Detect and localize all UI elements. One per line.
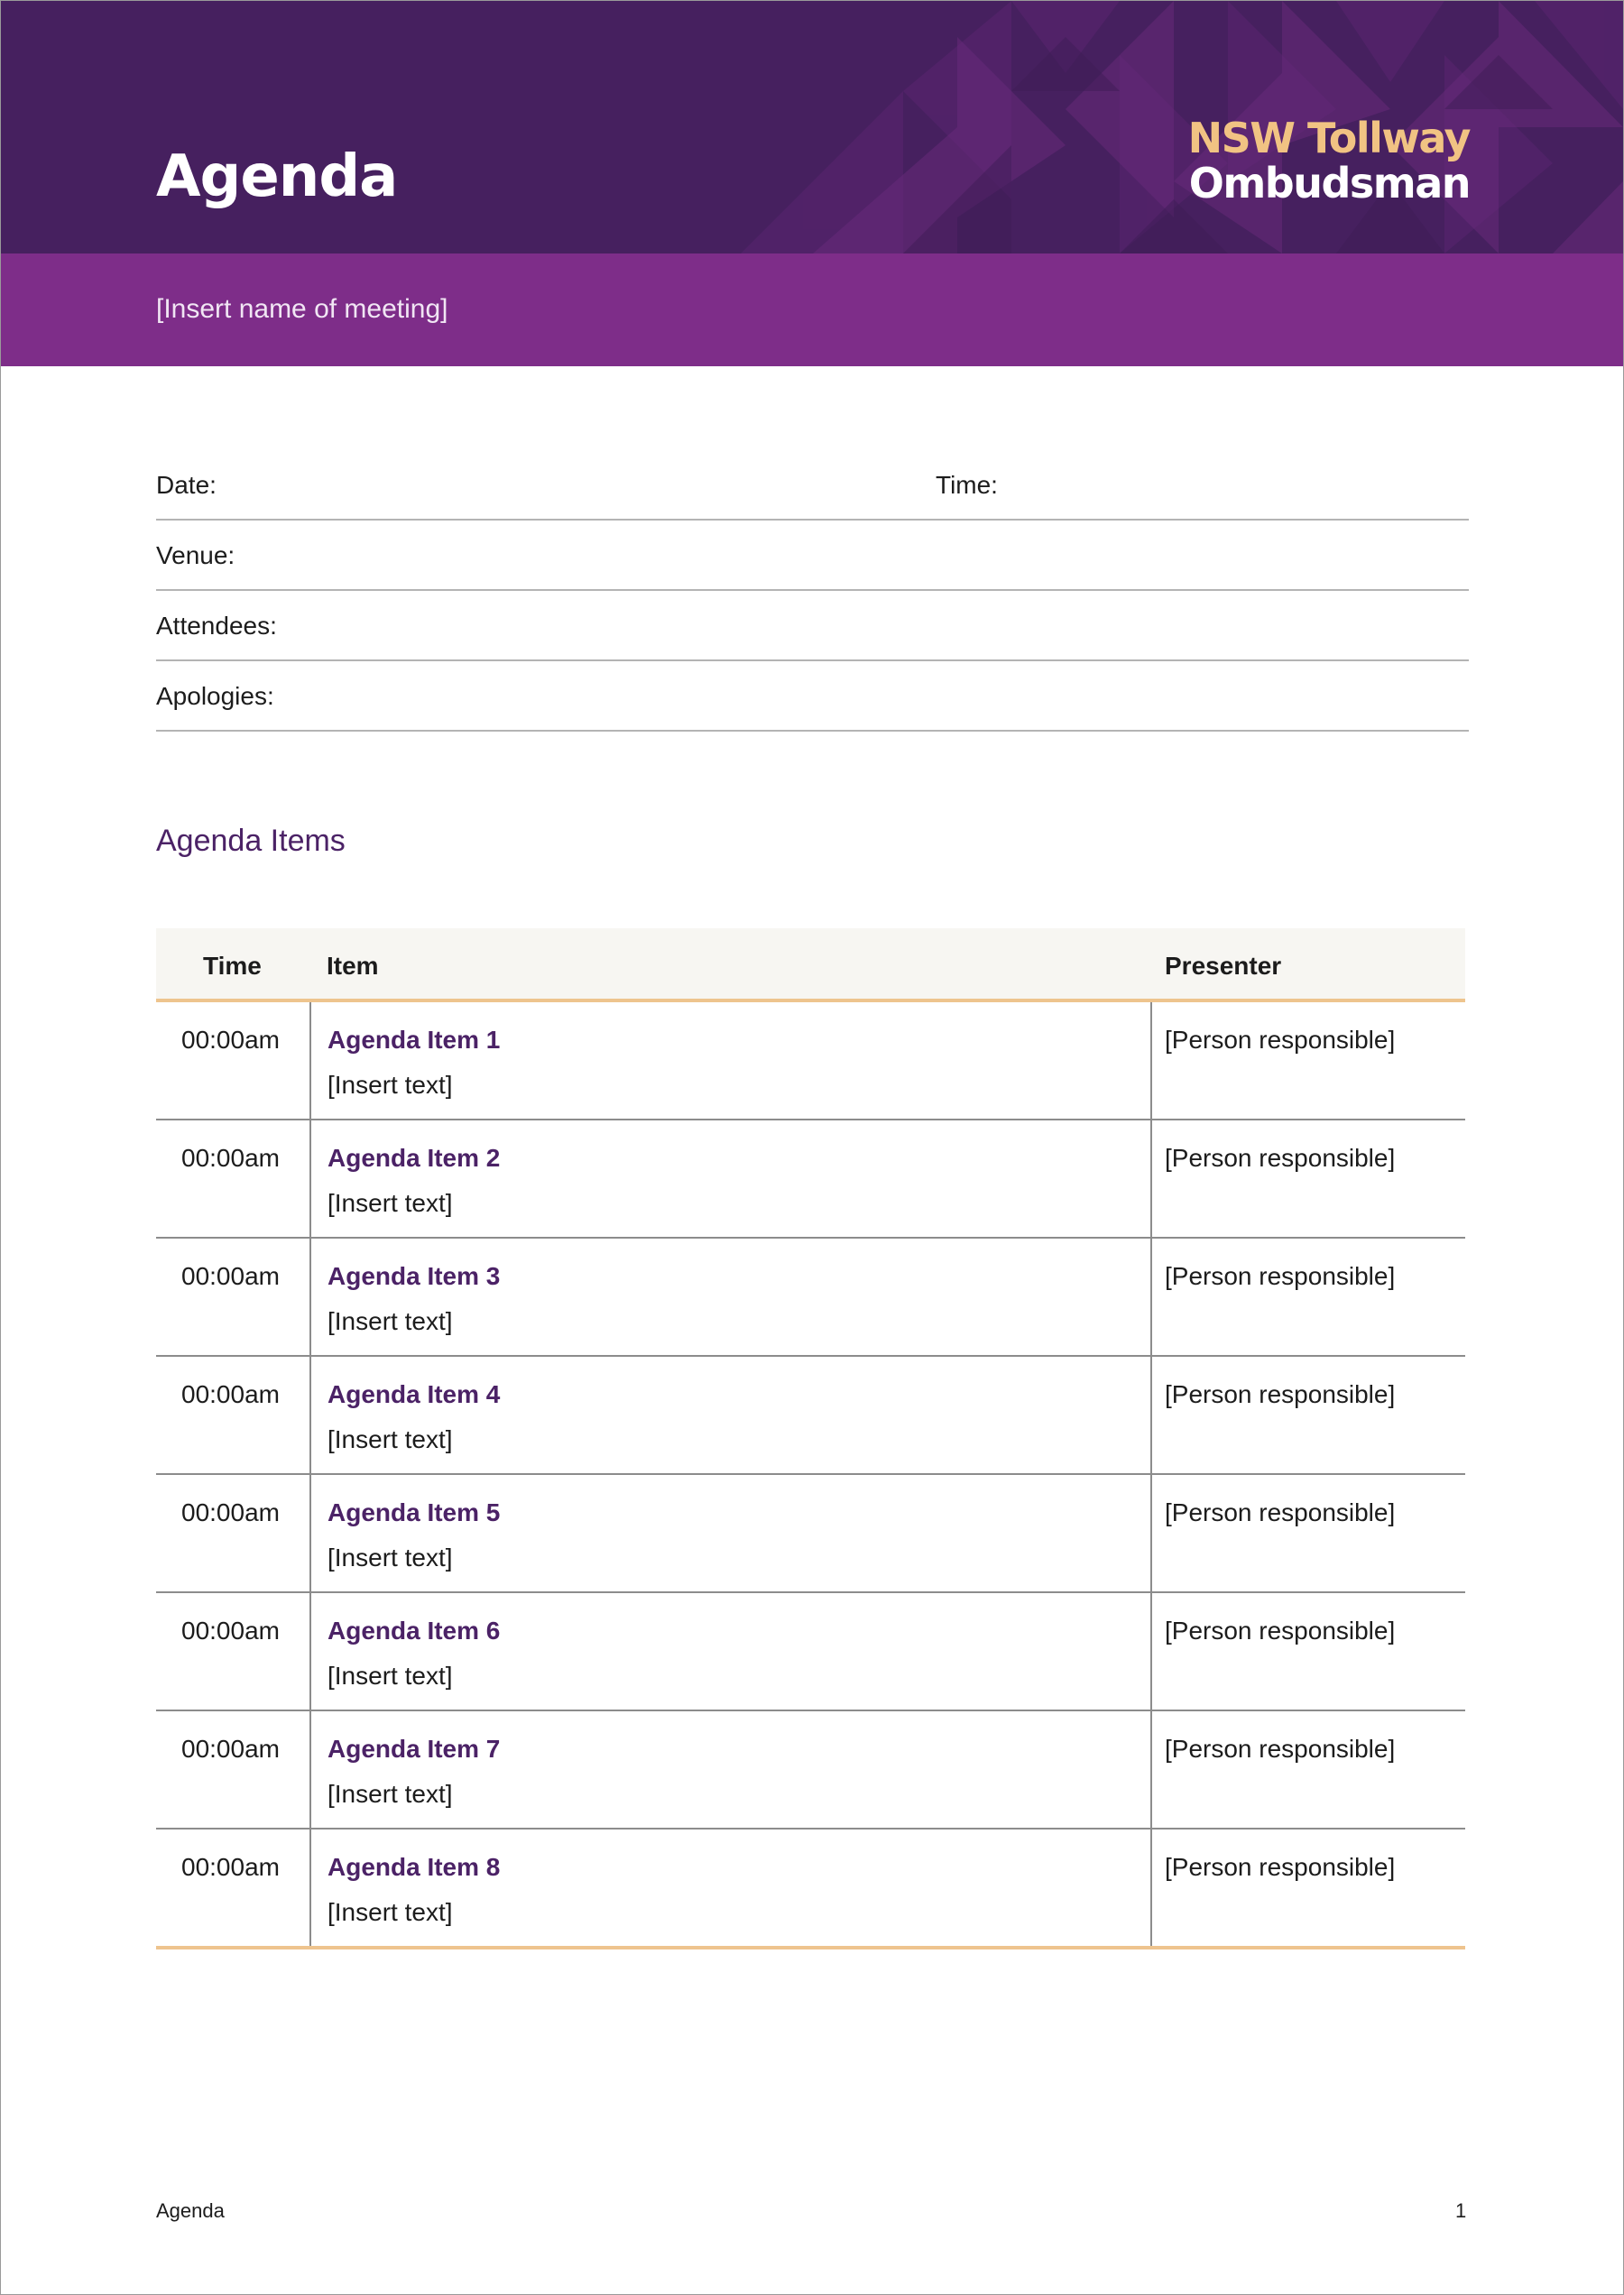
venue-field[interactable]	[156, 520, 1469, 591]
row-item-cell	[309, 1120, 1152, 1237]
column-header-presenter: Presenter	[1165, 952, 1282, 980]
row-item-text[interactable]: [Insert text]	[328, 1189, 453, 1217]
header-banner	[1, 1, 1623, 253]
logo-text-line1: NSW Tollway	[1187, 114, 1470, 162]
row-item-text[interactable]: [Insert text]	[328, 1780, 453, 1808]
footer-page-number: 1	[1455, 2199, 1467, 2222]
row-time[interactable]: 00:00am	[181, 1498, 280, 1526]
row-presenter[interactable]: [Person responsible]	[1165, 1853, 1396, 1881]
row-item-text[interactable]: [Insert text]	[328, 1544, 453, 1571]
row-time[interactable]: 00:00am	[181, 1380, 280, 1408]
footer-document-title: Agenda	[156, 2199, 225, 2222]
row-time[interactable]: 00:00am	[181, 1853, 280, 1881]
row-time[interactable]: 00:00am	[181, 1144, 280, 1172]
table-row	[156, 1357, 1465, 1475]
row-presenter[interactable]: [Person responsible]	[1165, 1026, 1396, 1054]
apologies-field[interactable]	[156, 660, 1469, 732]
row-item-title[interactable]: Agenda Item 3	[328, 1262, 501, 1290]
agenda-items-heading: Agenda Items	[156, 824, 346, 858]
table-row	[156, 1830, 1465, 1949]
column-header-time: Time	[203, 952, 262, 980]
date-time-field[interactable]	[156, 449, 1469, 521]
row-item-text[interactable]: [Insert text]	[328, 1425, 453, 1453]
table-row	[156, 1002, 1465, 1120]
agenda-table	[156, 928, 1465, 1949]
row-presenter[interactable]: [Person responsible]	[1165, 1735, 1396, 1763]
table-row	[156, 1711, 1465, 1830]
venue-label: Venue:	[156, 541, 235, 569]
row-item-title[interactable]: Agenda Item 1	[328, 1026, 501, 1054]
table-row	[156, 1475, 1465, 1593]
row-item-cell	[309, 1830, 1152, 1946]
row-item-text[interactable]: [Insert text]	[328, 1307, 453, 1335]
apologies-label: Apologies:	[156, 682, 274, 710]
row-item-text[interactable]: [Insert text]	[328, 1662, 453, 1690]
row-presenter[interactable]: [Person responsible]	[1165, 1380, 1396, 1408]
row-item-title[interactable]: Agenda Item 2	[328, 1144, 501, 1172]
row-time[interactable]: 00:00am	[181, 1617, 280, 1645]
row-item-title[interactable]: Agenda Item 5	[328, 1498, 501, 1526]
row-time[interactable]: 00:00am	[181, 1026, 280, 1054]
row-item-title[interactable]: Agenda Item 6	[328, 1617, 501, 1645]
table-header	[156, 928, 1465, 1002]
row-item-cell	[309, 1357, 1152, 1473]
row-presenter[interactable]: [Person responsible]	[1165, 1144, 1396, 1172]
table-row	[156, 1593, 1465, 1711]
table-row	[156, 1120, 1465, 1239]
row-item-text[interactable]: [Insert text]	[328, 1898, 453, 1926]
row-item-cell	[309, 1593, 1152, 1710]
row-item-cell	[309, 1475, 1152, 1591]
row-presenter[interactable]: [Person responsible]	[1165, 1262, 1396, 1290]
logo-text-line2: Ombudsman	[1188, 159, 1470, 207]
time-label: Time:	[936, 471, 998, 499]
row-time[interactable]: 00:00am	[181, 1262, 280, 1290]
attendees-label: Attendees:	[156, 612, 277, 640]
row-time[interactable]: 00:00am	[181, 1735, 280, 1763]
meeting-name-placeholder[interactable]: [Insert name of meeting]	[156, 294, 448, 324]
row-item-cell	[309, 1711, 1152, 1828]
row-item-title[interactable]: Agenda Item 4	[328, 1380, 501, 1408]
brand-logo	[1188, 115, 1470, 206]
row-presenter[interactable]: [Person responsible]	[1165, 1498, 1396, 1526]
row-item-cell	[309, 1002, 1152, 1119]
row-item-title[interactable]: Agenda Item 8	[328, 1853, 501, 1881]
date-label: Date:	[156, 471, 217, 499]
column-header-item: Item	[327, 952, 379, 980]
row-item-text[interactable]: [Insert text]	[328, 1071, 453, 1099]
table-row	[156, 1239, 1465, 1357]
page-title: Agenda	[156, 143, 398, 210]
attendees-field[interactable]	[156, 590, 1469, 661]
row-item-cell	[309, 1239, 1152, 1355]
row-item-title[interactable]: Agenda Item 7	[328, 1735, 501, 1763]
row-presenter[interactable]: [Person responsible]	[1165, 1617, 1396, 1645]
